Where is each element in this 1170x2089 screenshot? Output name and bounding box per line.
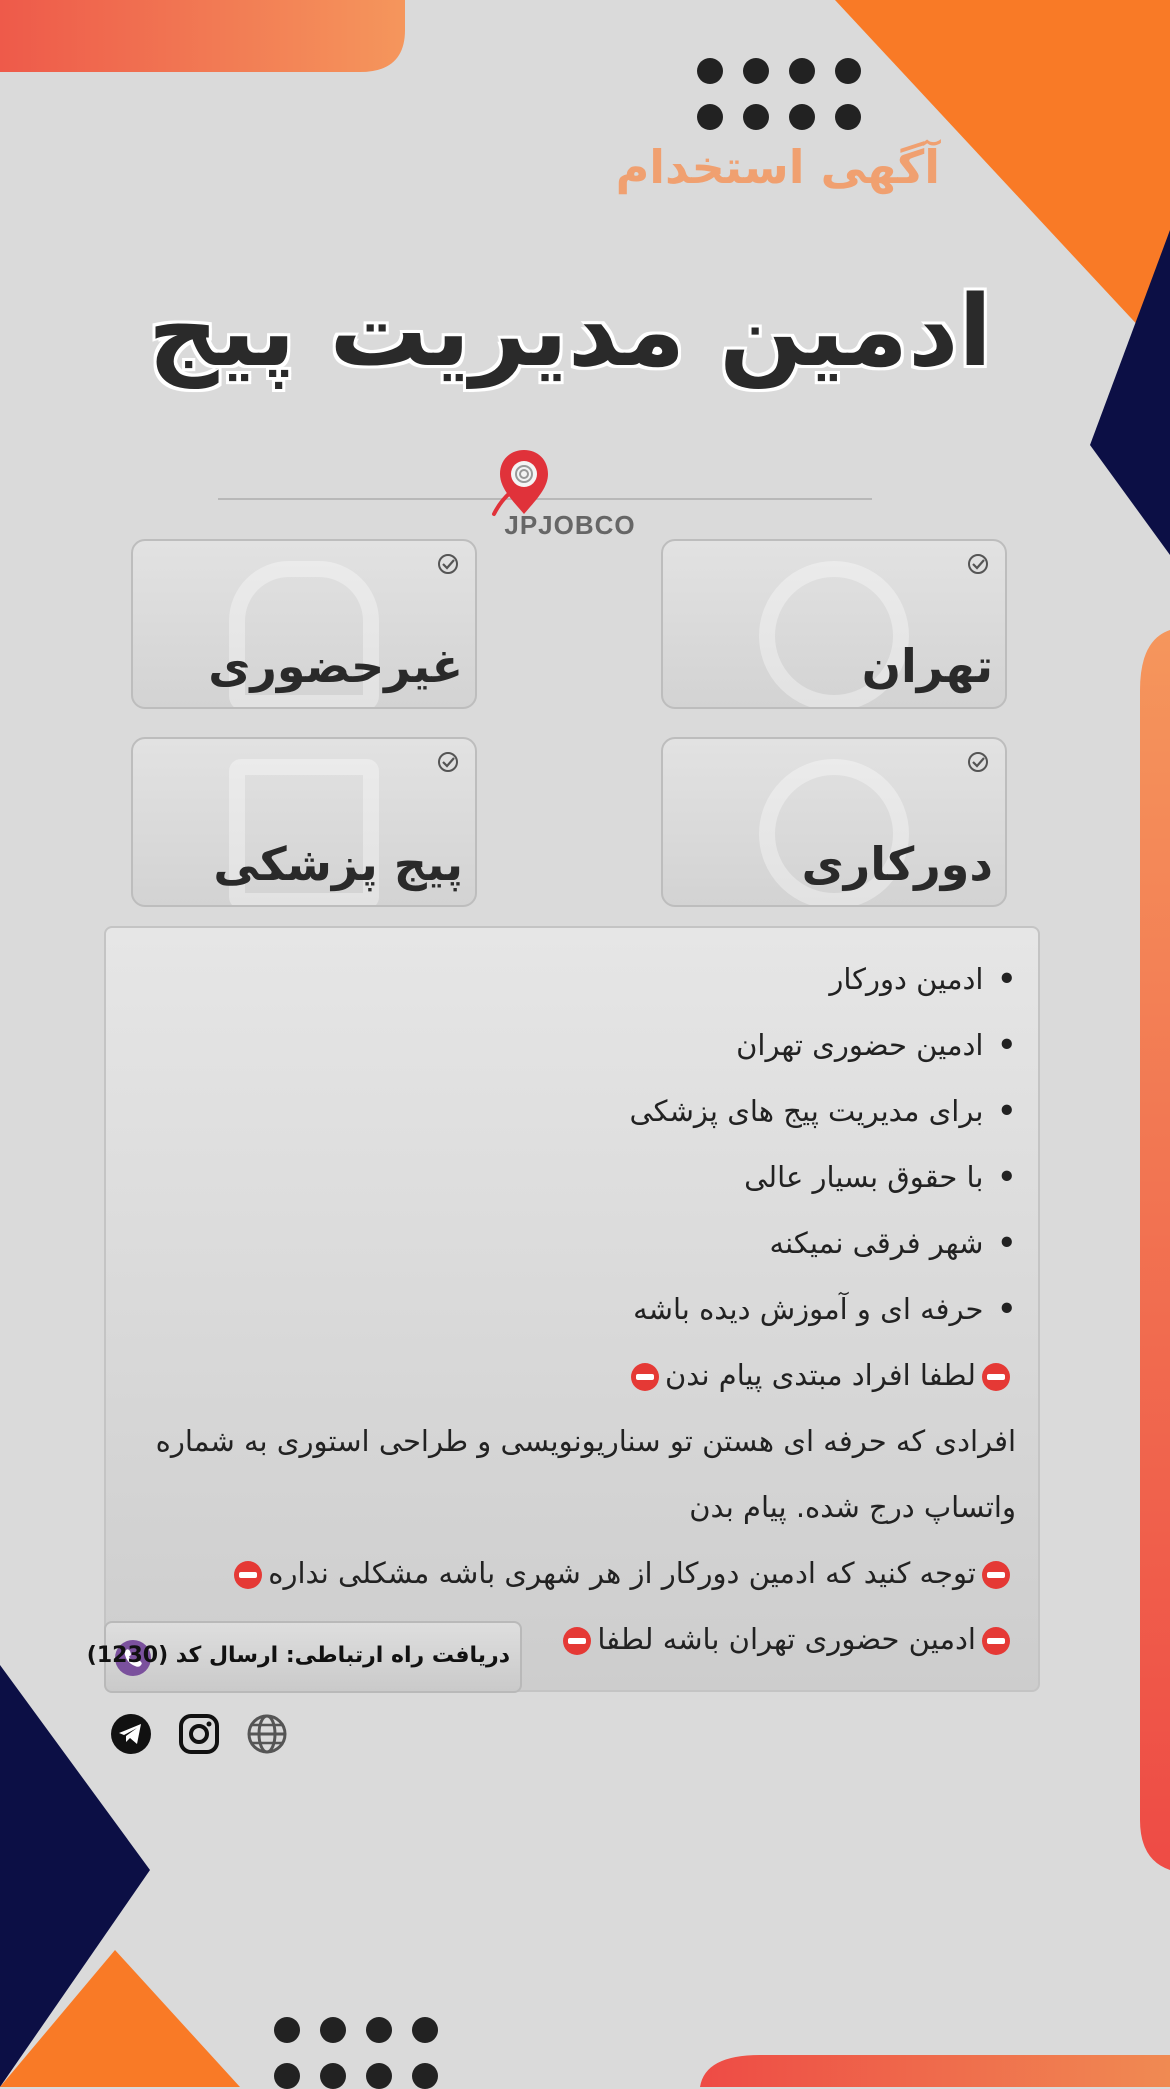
dots-decoration-top <box>697 58 861 130</box>
check-icon <box>967 553 989 575</box>
page-title: ادمین مدیریت پیج <box>147 275 992 389</box>
card-label: پیج پزشکی <box>213 837 463 891</box>
card-label: غیرحضوری <box>208 639 463 693</box>
check-icon <box>437 553 459 575</box>
card-label: تهران <box>861 639 993 693</box>
details-panel <box>104 926 1040 1692</box>
telegram-icon[interactable] <box>109 1712 153 1756</box>
card-remote <box>131 539 477 709</box>
warning-text: لطفا افراد مبتدی پیام ندن <box>664 1358 976 1392</box>
check-icon <box>437 751 459 773</box>
job-ad-tag: آگهی استخدام <box>615 140 940 194</box>
card-freelance <box>661 737 1007 907</box>
globe-icon[interactable] <box>245 1712 289 1756</box>
no-entry-icon <box>982 1561 1010 1589</box>
details-list <box>116 946 1016 1672</box>
list-item: • ادمین حضوری تهران <box>116 1012 1016 1078</box>
instagram-icon[interactable] <box>177 1712 221 1756</box>
no-entry-icon <box>563 1627 591 1655</box>
contact-label: دریافت راه ارتباطی: ارسال کد (1230) <box>86 1643 510 1668</box>
check-icon <box>967 751 989 773</box>
no-entry-icon <box>234 1561 262 1589</box>
warning-text: توجه کنید که ادمین دورکار از هر شهری باشه مشکلی نداره <box>268 1556 976 1590</box>
list-item: • شهر فرقی نمیکنه <box>116 1210 1016 1276</box>
warning-text: ادمین حضوری تهران باشه لطفا <box>597 1622 976 1656</box>
list-item: • برای مدیریت پیج های پزشکی <box>116 1078 1016 1144</box>
no-entry-icon <box>631 1363 659 1391</box>
warning-line <box>116 1342 1016 1408</box>
card-location <box>661 539 1007 709</box>
list-item: • ادمین دورکار <box>116 946 1016 1012</box>
dots-decoration-bottom <box>274 2017 438 2089</box>
list-item: • با حقوق بسیار عالی <box>116 1144 1016 1210</box>
card-medical <box>131 737 477 907</box>
no-entry-icon <box>982 1363 1010 1391</box>
list-item: • حرفه ای و آموزش دیده باشه <box>116 1276 1016 1342</box>
info-paragraph: افرادی که حرفه ای هستن تو سناریونویسی و طراحی استوری به شماره واتساپ درج شده. پیام بدن <box>155 1424 1016 1524</box>
logo-text: JPJOBCO <box>504 510 636 540</box>
card-label: دورکاری <box>801 837 993 891</box>
no-entry-icon <box>982 1627 1010 1655</box>
contact-box[interactable] <box>86 1621 522 1693</box>
warning-line <box>116 1540 1016 1606</box>
